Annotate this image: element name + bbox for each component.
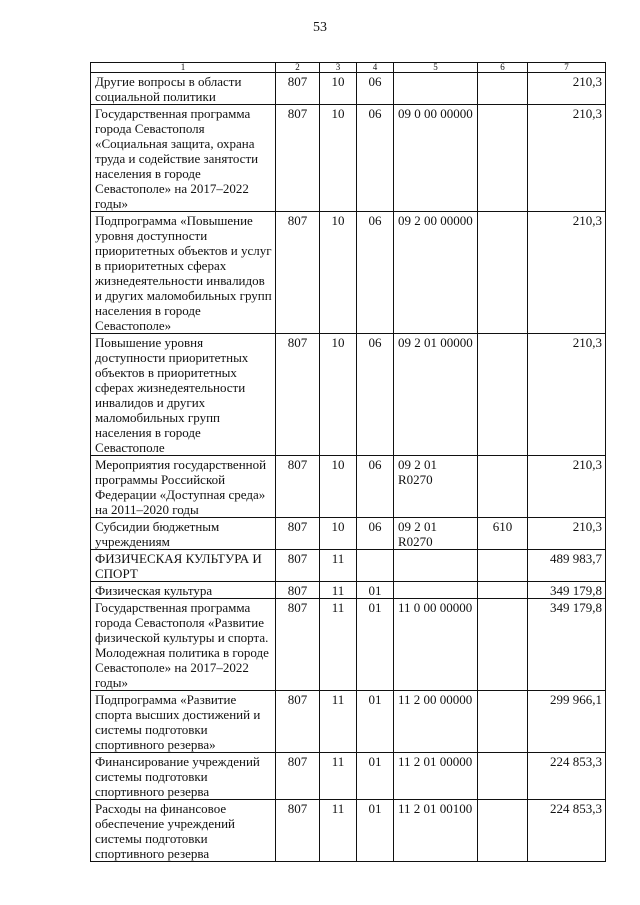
section-code: 10 (320, 334, 357, 456)
subsection-code (357, 550, 394, 582)
column-header: 7 (528, 63, 606, 73)
table-row (91, 800, 606, 862)
table-row (91, 518, 606, 550)
target-code (394, 73, 478, 105)
subsection-code: 01 (357, 753, 394, 800)
section-code: 11 (320, 800, 357, 862)
row-name: Государственная программа города Севастополя «Социальная защита, охрана труда и содействие занятости населения в городе Севастополе» на 2017–2022 годы» (91, 105, 276, 212)
table-row (91, 550, 606, 582)
section-code: 10 (320, 456, 357, 518)
row-name: ФИЗИЧЕСКАЯ КУЛЬТУРА И СПОРТ (91, 550, 276, 582)
amount-value: 210,3 (528, 73, 606, 105)
amount-value: 210,3 (528, 334, 606, 456)
target-code: 11 2 01 00000 (394, 753, 478, 800)
subsection-code: 06 (357, 73, 394, 105)
target-code: 09 2 00 00000 (394, 212, 478, 334)
row-name: Государственная программа города Севастополя «Развитие физической культуры и спорта. Молодежная политика в городе Севастополе» на 2017–2022 годы» (91, 599, 276, 691)
table-row (91, 753, 606, 800)
target-code: 09 2 01 R0270 (394, 456, 478, 518)
subsection-code: 01 (357, 582, 394, 599)
expense-type-code (478, 582, 528, 599)
expense-type-code (478, 105, 528, 212)
amount-value: 224 853,3 (528, 800, 606, 862)
column-header: 6 (478, 63, 528, 73)
header-row (91, 63, 606, 73)
ministry-code: 807 (276, 456, 320, 518)
amount-value: 224 853,3 (528, 753, 606, 800)
expense-type-code (478, 800, 528, 862)
target-code (394, 582, 478, 599)
table-row (91, 105, 606, 212)
section-code: 10 (320, 73, 357, 105)
target-code: 09 0 00 00000 (394, 105, 478, 212)
section-code: 11 (320, 691, 357, 753)
row-name: Физическая культура (91, 582, 276, 599)
amount-value: 349 179,8 (528, 599, 606, 691)
subsection-code: 06 (357, 105, 394, 212)
subsection-code: 06 (357, 334, 394, 456)
ministry-code: 807 (276, 691, 320, 753)
subsection-code: 01 (357, 800, 394, 862)
amount-value: 210,3 (528, 105, 606, 212)
amount-value: 210,3 (528, 518, 606, 550)
row-name: Подпрограмма «Повышение уровня доступности приоритетных объектов и услуг в приоритетных сферах жизнедеятельности инвалидов и других маломобильных групп населения в городе Севастополе» (91, 212, 276, 334)
target-code: 09 2 01 00000 (394, 334, 478, 456)
page-number: 53 (313, 20, 327, 35)
expense-type-code (478, 599, 528, 691)
expense-type-code (478, 73, 528, 105)
table-row (91, 334, 606, 456)
column-header: 3 (320, 63, 357, 73)
row-name: Подпрограмма «Развитие спорта высших достижений и системы подготовки спортивного резерва» (91, 691, 276, 753)
ministry-code: 807 (276, 334, 320, 456)
table-row (91, 691, 606, 753)
amount-value: 349 179,8 (528, 582, 606, 599)
expense-type-code (478, 550, 528, 582)
ministry-code: 807 (276, 550, 320, 582)
target-code: 09 2 01 R0270 (394, 518, 478, 550)
section-code: 10 (320, 105, 357, 212)
expense-type-code: 610 (478, 518, 528, 550)
ministry-code: 807 (276, 212, 320, 334)
table-row (91, 212, 606, 334)
row-name: Мероприятия государственной программы Российской Федерации «Доступная среда» на 2011–2020 годы (91, 456, 276, 518)
target-code: 11 2 01 00100 (394, 800, 478, 862)
expense-type-code (478, 691, 528, 753)
table-row (91, 582, 606, 599)
section-code: 11 (320, 599, 357, 691)
section-code: 11 (320, 550, 357, 582)
ministry-code: 807 (276, 73, 320, 105)
section-code: 10 (320, 212, 357, 334)
expense-type-code (478, 212, 528, 334)
ministry-code: 807 (276, 599, 320, 691)
expense-type-code (478, 456, 528, 518)
column-header: 5 (394, 63, 478, 73)
section-code: 11 (320, 753, 357, 800)
ministry-code: 807 (276, 753, 320, 800)
ministry-code: 807 (276, 518, 320, 550)
amount-value: 210,3 (528, 456, 606, 518)
column-header: 2 (276, 63, 320, 73)
subsection-code: 06 (357, 518, 394, 550)
section-code: 10 (320, 518, 357, 550)
row-name: Расходы на финансовое обеспечение учреждений системы подготовки спортивного резерва (91, 800, 276, 862)
row-name: Повышение уровня доступности приоритетных объектов в приоритетных сферах жизнедеятельности инвалидов и других маломобильных групп населения в городе Севастополе (91, 334, 276, 456)
subsection-code: 06 (357, 212, 394, 334)
column-header: 4 (357, 63, 394, 73)
table-row (91, 456, 606, 518)
subsection-code: 01 (357, 599, 394, 691)
amount-value: 210,3 (528, 212, 606, 334)
amount-value: 489 983,7 (528, 550, 606, 582)
budget-table (90, 62, 606, 862)
ministry-code: 807 (276, 800, 320, 862)
target-code: 11 0 00 00000 (394, 599, 478, 691)
row-name: Другие вопросы в области социальной политики (91, 73, 276, 105)
subsection-code: 06 (357, 456, 394, 518)
expense-type-code (478, 753, 528, 800)
amount-value: 299 966,1 (528, 691, 606, 753)
row-name: Финансирование учреждений системы подготовки спортивного резерва (91, 753, 276, 800)
ministry-code: 807 (276, 105, 320, 212)
section-code: 11 (320, 582, 357, 599)
table-row (91, 599, 606, 691)
row-name: Субсидии бюджетным учреждениям (91, 518, 276, 550)
target-code (394, 550, 478, 582)
ministry-code: 807 (276, 582, 320, 599)
table-row (91, 73, 606, 105)
expense-type-code (478, 334, 528, 456)
target-code: 11 2 00 00000 (394, 691, 478, 753)
subsection-code: 01 (357, 691, 394, 753)
column-header: 1 (91, 63, 276, 73)
